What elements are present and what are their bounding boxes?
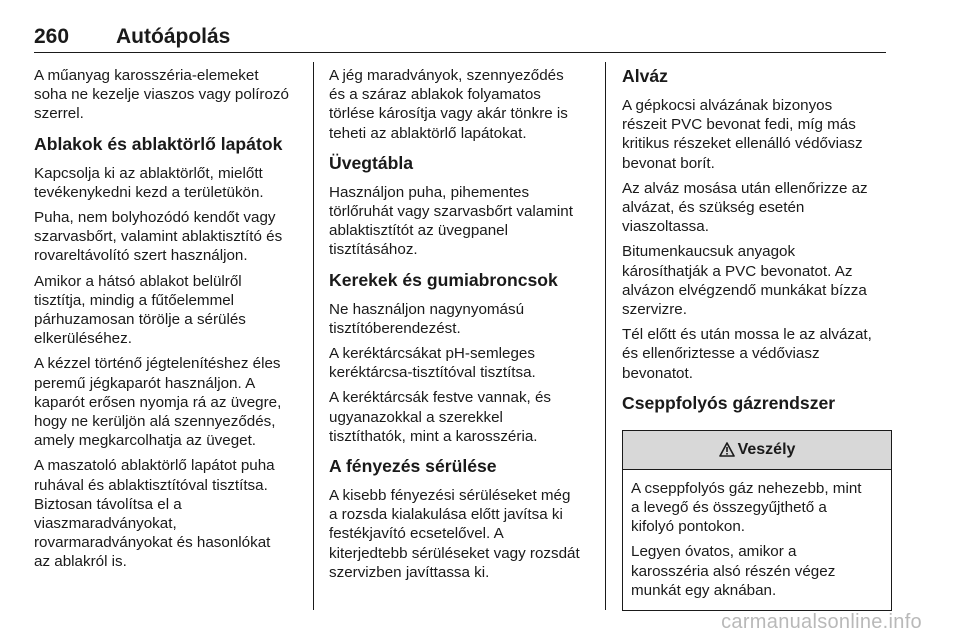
page-number: 260 xyxy=(34,25,70,48)
warning-triangle-icon xyxy=(719,442,735,457)
page-header xyxy=(34,24,886,53)
column-1 xyxy=(34,66,302,578)
page-title: Autóápolás xyxy=(116,25,231,48)
warning-box xyxy=(622,430,892,611)
paragraph: A műanyag karosszéria-elemeket soha ne kezelje viaszos vagy polírozó szerrel. xyxy=(34,67,289,123)
paragraph: A maszatoló ablaktörlő lapátot puha ruhával és ablaktisztítóval tisztítsa. Biztosan távolítsa el a viaszmaradványokat, rovarmaradványokat és hasonlókat az ablakról is. xyxy=(34,457,275,571)
section-heading: Alváz xyxy=(622,66,668,86)
paragraph: A gépkocsi alvázának bizonyos részeit PVC bevonat fedi, míg más kritikus részeket ellenálló védőviasz bevonat borít. xyxy=(622,97,863,172)
paragraph: Amikor a hátsó ablakot belülről tisztítja, mindig a fűtőelemmel párhuzamosan törölje a sérülés elkerüléséhez. xyxy=(34,272,246,348)
paragraph: A keréktárcsák festve vannak, és ugyanazokkal a szerekkel tisztíthatók, mint a karosszéria. xyxy=(329,389,552,445)
section-heading: Üvegtábla xyxy=(329,152,414,173)
warning-header xyxy=(623,431,891,470)
section-heading: A fényezés sérülése xyxy=(329,456,497,477)
paragraph: A jég maradványok, szennyeződés és a száraz ablakok folyamatos törlése károsítja vagy akár tönkre is teheti az ablaktörlő lapátokat. xyxy=(329,67,568,142)
paragraph: A kisebb fényezési sérüléseket még a rozsda kialakulása előtt javítsa ki festékjavító ecsetelővel. A kiterjedtebb sérüléseket vagy rozsdát szervizben javíttassa ki. xyxy=(329,487,580,581)
section-heading: Cseppfolyós gázrendszer xyxy=(622,392,836,413)
watermark: carmanualsonline.info xyxy=(721,611,922,633)
paragraph: Bitumenkaucsuk anyagok károsíthatják a PVC bevonatot. Az alvázon elvégzendő munkákat bízza szervizre. xyxy=(622,243,867,319)
section-heading: Kerekek és gumiabroncsok xyxy=(329,269,558,290)
paragraph: A kézzel történő jégtelenítéshez éles peremű jégkaparót használjon. A kaparót erősen nyomja rá az üvegre, hogy ne kerüljön alá szennyeződés, amely megkarcolhatja az üveget. xyxy=(34,355,282,450)
paragraph: Tél előtt és után mossa le az alvázat, és ellenőriztesse a védőviasz bevonatot. xyxy=(622,326,872,382)
column-divider xyxy=(313,62,314,610)
warning-title: Veszély xyxy=(737,441,796,459)
paragraph: Az alváz mosása után ellenőrizze az alvázat, és szükség esetén viaszoltassa. xyxy=(622,179,868,236)
paragraph: A cseppfolyós gáz nehezebb, mint a levegő és összegyűjthető a kifolyó pontokon. xyxy=(631,479,862,536)
paragraph: Legyen óvatos, amikor a karosszéria alsó részén végez munkát egy aknában. xyxy=(631,543,836,599)
paragraph: A keréktárcsákat pH-semleges keréktárcsa-tisztítóval tisztítsa. xyxy=(329,345,536,382)
paragraph: Ne használjon nagynyomású tisztítóberendezést. xyxy=(329,300,525,337)
column-3 xyxy=(622,66,892,611)
warning-body xyxy=(623,470,891,610)
paragraph: Használjon puha, pihementes törlőruhát vagy szarvasbőrt valamint ablaktisztítót az üvegpanel tisztításához. xyxy=(329,183,573,259)
paragraph: Kapcsolja ki az ablaktörlőt, mielőtt tevékenykedni kezd a területükön. xyxy=(34,164,264,201)
section-heading: Ablakok és ablaktörlő lapátok xyxy=(34,133,283,154)
column-divider xyxy=(605,62,606,610)
paragraph: Puha, nem bolyhozódó kendőt vagy szarvasbőrt, valamint ablaktisztító és rovareltávolító szert használjon. xyxy=(34,209,283,265)
column-2 xyxy=(329,66,597,588)
